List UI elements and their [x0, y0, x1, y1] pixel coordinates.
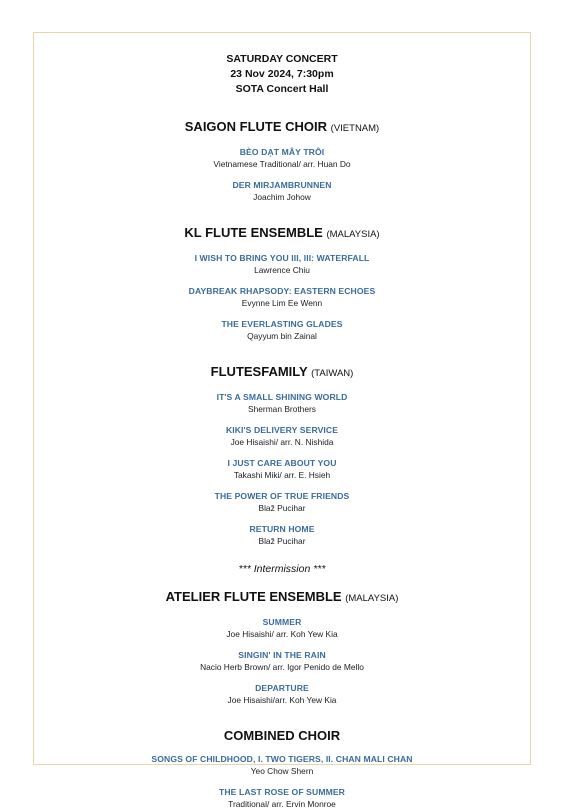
piece [33, 424, 531, 448]
piece-composer: Blaž Pucihar [258, 503, 306, 513]
ensemble-kl-flute-ensemble [33, 225, 531, 342]
piece-title: I JUST CARE ABOUT YOU [227, 458, 337, 468]
ensemble-country: (TAIWAN) [311, 368, 354, 379]
ensemble-name: COMBINED CHOIR [223, 728, 341, 743]
piece-composer: Joe Hisaishi/ arr. N. Nishida [230, 437, 334, 447]
piece [33, 523, 531, 547]
concert-header [33, 52, 531, 97]
ensemble-heading [33, 225, 531, 243]
piece-title: THE POWER OF TRUE FRIENDS [214, 491, 350, 501]
piece-composer: Nacio Herb Brown/ arr. Igor Penido de Mello [200, 662, 364, 672]
piece-title: SONGS OF CHILDHOOD, I. TWO TIGERS, II. CHAN MALI CHAN [151, 754, 413, 764]
concert-program [33, 52, 531, 810]
piece [33, 318, 531, 342]
piece [33, 490, 531, 514]
piece-title: DEPARTURE [255, 683, 309, 693]
piece-composer: Joe Hisaishi/arr. Koh Yew Kia [227, 695, 337, 705]
piece [33, 146, 531, 170]
piece-composer: Evynne Lim Ee Wenn [241, 298, 323, 308]
piece-composer: Blaž Pucihar [258, 536, 306, 546]
ensemble-heading [33, 589, 531, 607]
piece [33, 391, 531, 415]
ensemble-atelier-flute-ensemble [33, 589, 531, 706]
piece-title: DAYBREAK RHAPSODY: EASTERN ECHOES [188, 286, 376, 296]
piece-title: THE LAST ROSE OF SUMMER [219, 787, 345, 797]
piece-title: SUMMER [262, 617, 302, 627]
piece [33, 753, 531, 777]
piece-composer: Takashi Miki/ arr. E. Hsieh [233, 470, 331, 480]
ensemble-country: (VIETNAM) [330, 123, 380, 134]
ensemble-combined-choir [33, 728, 531, 810]
ensemble-name: ATELIER FLUTE ENSEMBLE [165, 589, 342, 604]
piece-title: I WISH TO BRING YOU III, III: WATERFALL [194, 253, 370, 263]
piece-composer: Joe Hisaishi/ arr. Koh Yew Kia [226, 629, 338, 639]
piece [33, 682, 531, 706]
ensemble-country: (MALAYSIA) [326, 229, 380, 240]
piece [33, 786, 531, 810]
piece [33, 179, 531, 203]
ensemble-heading [33, 364, 531, 382]
ensemble-saigon-flute-choir [33, 119, 531, 203]
piece [33, 649, 531, 673]
piece-title: KIKI'S DELIVERY SERVICE [225, 425, 339, 435]
piece-title: SINGIN' IN THE RAIN [238, 650, 326, 660]
piece-composer: Joachim Johow [253, 192, 311, 202]
piece [33, 616, 531, 640]
piece-composer: Yeo Chow Shern [250, 766, 314, 776]
piece-composer: Lawrence Chiu [254, 265, 310, 275]
piece-title: DER MIRJAMBRUNNEN [232, 180, 332, 190]
intermission-label: *** Intermission *** [238, 563, 326, 575]
piece-title: IT'S A SMALL SHINING WORLD [216, 392, 348, 402]
ensemble-name: FLUTESFAMILY [210, 364, 308, 379]
concert-venue: SOTA Concert Hall [235, 83, 329, 95]
piece-title: RETURN HOME [249, 524, 315, 534]
ensemble-name: KL FLUTE ENSEMBLE [184, 225, 323, 240]
ensemble-heading [33, 728, 531, 744]
ensemble-country: (MALAYSIA) [345, 593, 399, 604]
ensemble-name: SAIGON FLUTE CHOIR [184, 119, 328, 134]
concert-date: 23 Nov 2024, 7:30pm [230, 68, 334, 80]
ensemble-flutesfamily [33, 364, 531, 547]
ensemble-heading [33, 119, 531, 137]
piece [33, 252, 531, 276]
piece-composer: Traditional/ arr. Ervin Monroe [228, 799, 336, 809]
piece [33, 457, 531, 481]
piece-title: BÈO DẠT MÂY TRÔI [239, 147, 325, 157]
piece-title: THE EVERLASTING GLADES [221, 319, 343, 329]
concert-title: SATURDAY CONCERT [226, 53, 338, 65]
piece-composer: Vietnamese Traditional/ arr. Huan Do [213, 159, 351, 169]
piece [33, 285, 531, 309]
piece-composer: Qayyum bin Zainal [247, 331, 317, 341]
piece-composer: Sherman Brothers [248, 404, 316, 414]
